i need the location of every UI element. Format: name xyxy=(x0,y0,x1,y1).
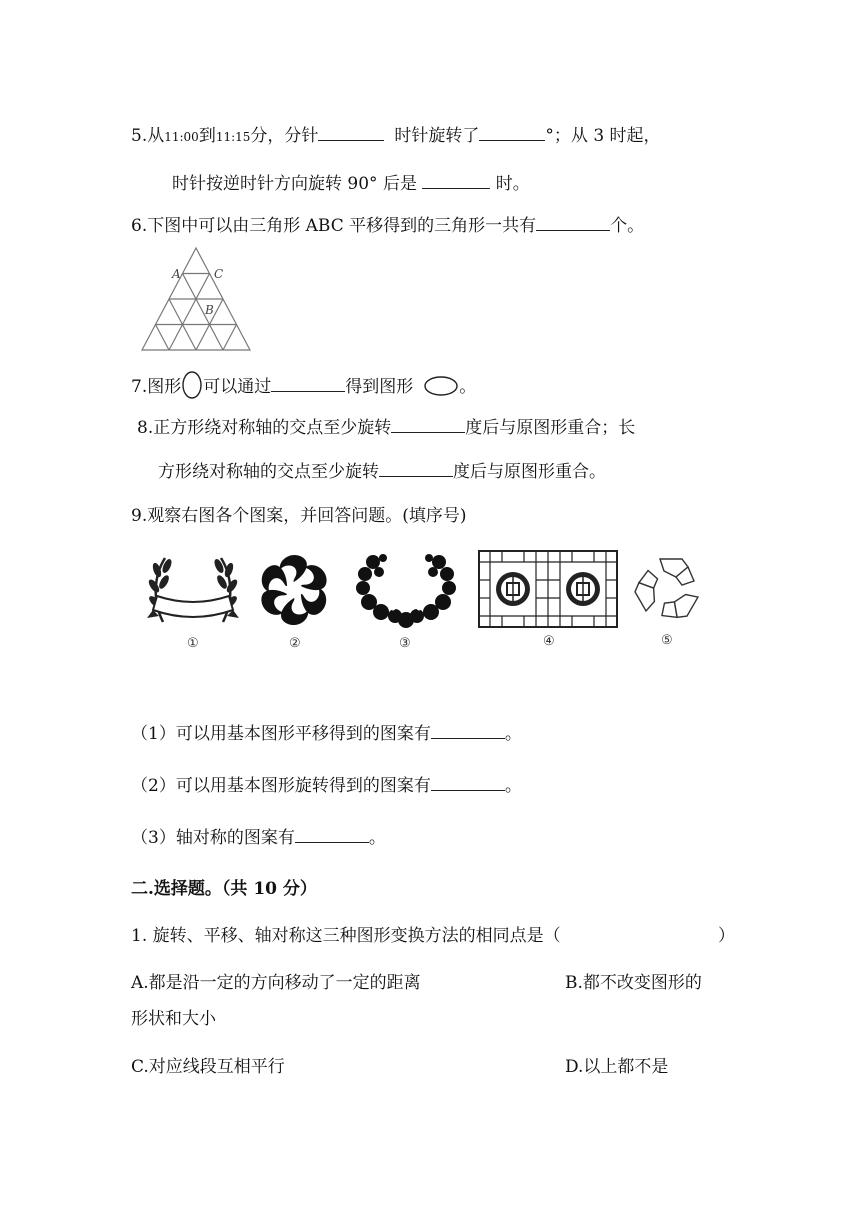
vertical-ellipse-icon xyxy=(181,370,203,400)
q5-line2: 时针按逆时针方向旋转 90° 后是 时。 xyxy=(172,174,530,194)
figure-number-1: ① xyxy=(187,636,199,651)
q7-blank[interactable] xyxy=(271,375,345,392)
q5-blank-rotate[interactable] xyxy=(422,172,490,189)
option-a[interactable]: A.都是沿一定的方向移动了一定的距离 xyxy=(131,973,421,993)
q9-title: 9.观察右图各个图案，并回答问题。(填序号) xyxy=(131,506,467,526)
option-c[interactable]: C.对应线段互相平行 xyxy=(131,1057,285,1077)
q9-blank-3[interactable] xyxy=(295,826,369,843)
q9-blank-1[interactable] xyxy=(431,722,505,739)
q9-sub2: （2）可以用基本图形旋转得到的图案有 。 xyxy=(131,776,522,796)
figure-number-5: ⑤ xyxy=(661,633,673,648)
floral-wreath-pattern xyxy=(353,550,459,630)
q8-line1: 8.正方形绕对称轴的交点至少旋转 度后与原图形重合；长 xyxy=(137,418,636,438)
label-a: A xyxy=(172,267,181,281)
q5-blank-hour[interactable] xyxy=(479,124,545,141)
q9-sub3: （3）轴对称的图案有 。 xyxy=(131,828,386,848)
q8-blank-square[interactable] xyxy=(391,416,465,433)
s2-q1: 1. 旋转、平移、轴对称这三种图形变换方法的相同点是（ xyxy=(131,926,561,946)
s2-q1-close: ） xyxy=(718,926,735,946)
q8-line2: 方形绕对称轴的交点至少旋转 度后与原图形重合。 xyxy=(158,462,606,482)
section-2-title: 二.选择题。（共 10 分） xyxy=(131,879,317,899)
figure-number-2: ② xyxy=(289,636,301,651)
folded-arrows-pattern xyxy=(630,552,706,626)
lattice-window-pattern xyxy=(478,550,618,628)
horizontal-ellipse-icon xyxy=(423,375,459,397)
option-b-cont: 形状和大小 xyxy=(131,1009,216,1029)
swirl-rotation-pattern xyxy=(256,552,332,628)
label-b: B xyxy=(205,303,214,317)
q9-blank-2[interactable] xyxy=(431,774,505,791)
figure-number-3: ③ xyxy=(399,636,411,651)
option-b[interactable]: B.都不改变图形的 xyxy=(565,973,702,993)
q6-blank[interactable] xyxy=(536,214,610,231)
q7-line: 7.图形 可以通过 得到图形 。 xyxy=(131,370,476,400)
q8-blank-rect[interactable] xyxy=(379,460,453,477)
q6-line: 6.下图中可以由三角形 ABC 平移得到的三角形一共有 个。 xyxy=(131,216,645,236)
figure-number-4: ④ xyxy=(543,634,555,649)
triangle-grid-figure xyxy=(138,244,258,356)
q5-line1: 5.从11:00到11:15分，分针 时针旋转了 °；从 3 时起， xyxy=(131,126,661,146)
label-c: C xyxy=(214,267,224,281)
q5-blank-minute[interactable] xyxy=(318,124,384,141)
laurel-banner-pattern xyxy=(143,552,243,630)
option-d[interactable]: D.以上都不是 xyxy=(565,1057,669,1077)
q9-sub1: （1）可以用基本图形平移得到的图案有 。 xyxy=(131,724,522,744)
